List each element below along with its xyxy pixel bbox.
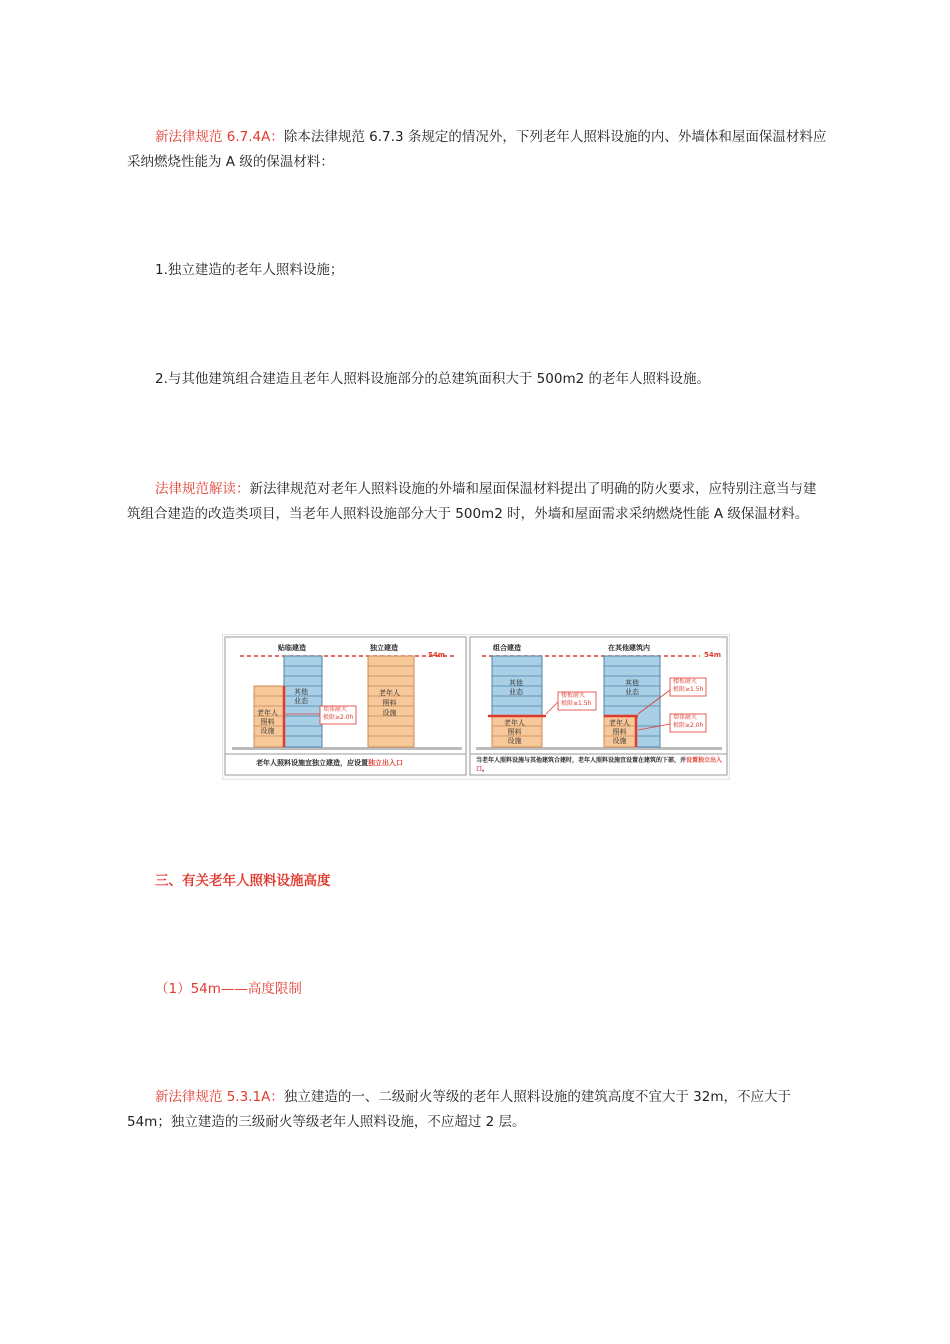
panel-standalone-title: 独立建造	[370, 644, 398, 652]
panel-inside-floor-note: 楼板耐火 极限≥1.5h	[673, 678, 704, 693]
clause-text: 除本法律规范 6.7.3 条规定的情况外，下列老年人照料设施的内、外墙体和屋面保温材料应采纳燃烧性能为 A 级的保温材料：	[127, 129, 827, 170]
caption-right-connector: ，并	[674, 757, 687, 764]
clause-label-5-3-1a: 新法律规范 5.3.1A：	[155, 1089, 284, 1105]
height-54m-label-right: 54m	[704, 651, 722, 659]
panel-standalone-elder-label: 老年人 照料 设施	[379, 689, 400, 717]
panel-adjacent-title: 贴临建造	[278, 644, 306, 652]
caption-left-text: 老年人照料设施宜独立建造，应设置	[256, 759, 368, 767]
panel-inside-title: 在其他建筑内	[608, 644, 650, 652]
panel-inside-elder-label: 老年人 照料 设施	[609, 719, 630, 745]
height-54m-label-left: 54m	[428, 651, 446, 659]
panel-adjacent-other-label: 其他 业态	[294, 688, 308, 705]
paragraph-interpretation	[127, 477, 827, 527]
interpretation-text: 新法律规范对老年人照料设施的外墙和屋面保温材料提出了明确的防火要求，应特别注意当与建筑组合建造的改造类项目，当老年人照料设施部分大于 500m2 时，外墙和屋面需求采纳燃烧性能 A 级保温材料。	[127, 481, 817, 522]
paragraph-6-7-4a	[127, 125, 827, 175]
subheading-54m: （1）54m——高度限制	[155, 981, 302, 997]
caption-right-line1: 当老年人照料设施与其他建筑合建时，老年人照料设施宜设置在建筑的下部	[476, 757, 675, 764]
panel-combined-floor-note: 楼板耐火 极限≥1.5h	[561, 692, 592, 707]
panel-combined-other-label: 其他 业态	[509, 679, 523, 696]
panel-combined-title: 组合建造	[493, 644, 521, 652]
clause-label: 新法律规范 6.7.4A：	[155, 129, 284, 145]
paragraph-5-3-1a	[127, 1085, 827, 1135]
caption-right-highlight: 设置独立出入口	[476, 757, 723, 773]
panel-adjacent-elder-label: 老年人 照料 设施	[257, 709, 278, 735]
list-item-2: 2.与其他建筑组合建造且老年人照料设施部分的总建筑面积大于 500m2 的老年人照料设施。	[155, 371, 710, 387]
interpretation-label: 法律规范解读：	[155, 481, 250, 497]
figure-caption-left	[256, 758, 403, 768]
panel-adjacent-wall-note: 墙体耐火 极限≥2.0h	[323, 706, 354, 721]
panel-combined-elder-label: 老年人 照料 设施	[504, 719, 525, 745]
panel-inside-wall-note: 墙体耐火 极限≥2.0h	[673, 714, 704, 729]
figure-caption-right	[476, 756, 726, 774]
panel-inside-other-label: 其他 业态	[625, 679, 639, 696]
building-diagram-figure	[222, 634, 730, 780]
section-heading-3: 三、有关老年人照料设施高度	[155, 873, 331, 889]
list-item-1: 1.独立建造的老年人照料设施；	[155, 262, 344, 278]
caption-right-end: 。	[482, 766, 489, 773]
caption-left-highlight: 独立出入口	[368, 759, 403, 767]
clause-text-5-3-1a: 独立建造的一、二级耐火等级的老年人照料设施的建筑高度不宜大于 32m，不应大于 54m；独立建造的三级耐火等级老年人照料设施，不应超过 2 层。	[127, 1089, 792, 1130]
